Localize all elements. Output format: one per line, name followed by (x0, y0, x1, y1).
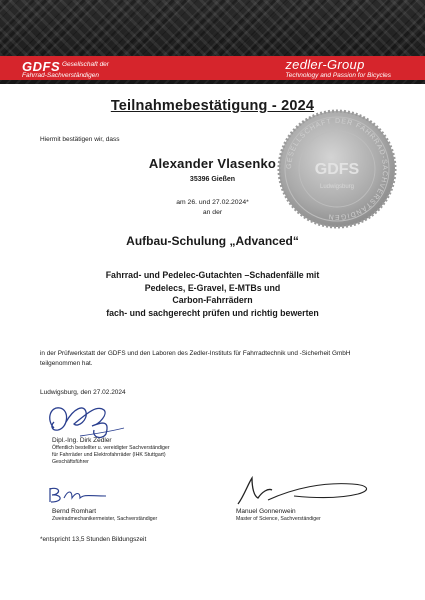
zedler-title-1: Öffentlich bestellter u. vereidigter Sachverständiger (52, 445, 170, 451)
course-dates: am 26. und 27.02.2024* (176, 199, 249, 206)
zedler-title-2: für Fahrräder und Elektrofahrräder (IHK Stuttgart) (52, 452, 166, 458)
seal-center-text: GDFS (314, 161, 360, 178)
zedler-name: Dipl.-Ing. Dirk Zedler (52, 437, 112, 444)
carbon-texture (0, 0, 425, 56)
place-date: Ludwigsburg, den 27.02.2024 (40, 389, 126, 396)
gdfs-line2: Fahrrad-Sachverständigen (22, 72, 99, 79)
gonnenwein-title: Master of Science, Sachverständiger (236, 516, 321, 522)
seal-city-text: Ludwigsburg (319, 184, 355, 190)
romhart-signatory (52, 508, 157, 523)
header-banner (0, 0, 425, 84)
course-title: Aufbau-Schulung „Advanced“ (126, 234, 299, 248)
course-topics (0, 269, 425, 319)
romhart-signature (46, 484, 126, 508)
intro-text: Hiermit bestätigen wir, dass (40, 136, 120, 143)
participant-name: Alexander Vlasenko (148, 156, 277, 171)
participant-city: 35396 Gießen (189, 176, 236, 183)
zedler-logo (285, 57, 391, 79)
gdfs-brand: GDFS (22, 59, 61, 74)
topic-line: Pedelecs, E-Gravel, E-MTBs und (144, 282, 281, 293)
gonnenwein-signature (234, 474, 384, 508)
gonnenwein-signatory (236, 508, 321, 523)
zedler-tagline: Technology and Passion for Bicycles (285, 72, 391, 79)
gdfs-line1: Gesellschaft der (62, 61, 109, 68)
gonnenwein-name: Manuel Gonnenwein (236, 508, 296, 515)
seal-ring-path-text: GESELLSCHAFT DER FAHRRAD-SACHVERSTÄNDIGEN (285, 117, 389, 221)
romhart-name: Bernd Romhart (52, 508, 97, 515)
certificate-title: Teilnahmebestätigung - 2024 (110, 98, 315, 114)
romhart-title: Zweiradmechanikermeister, Sachverständiger (52, 516, 158, 522)
zedler-brand: zedler-Group (285, 57, 365, 72)
gdfs-logo (22, 58, 109, 79)
topic-line: fach- und sachgerecht prüfen und richtig bewerten (106, 307, 319, 318)
at-line: an der (202, 209, 223, 216)
zedler-signatory (52, 437, 170, 466)
footnote: *entspricht 13,5 Stunden Bildungszeit (40, 536, 147, 543)
zedler-title-3: Geschäftsführer (52, 459, 89, 465)
topic-line: Carbon-Fahrrädern (172, 295, 253, 305)
completion-text: in der Prüfwerkstatt der GDFS und den Laboren des Zedler-Instituts für Fahrradtechnik und -Sicherheit GmbH teilgenommen hat. (40, 350, 351, 367)
topic-line: Fahrrad- und Pedelec-Gutachten –Schadenfälle mit (105, 270, 320, 280)
